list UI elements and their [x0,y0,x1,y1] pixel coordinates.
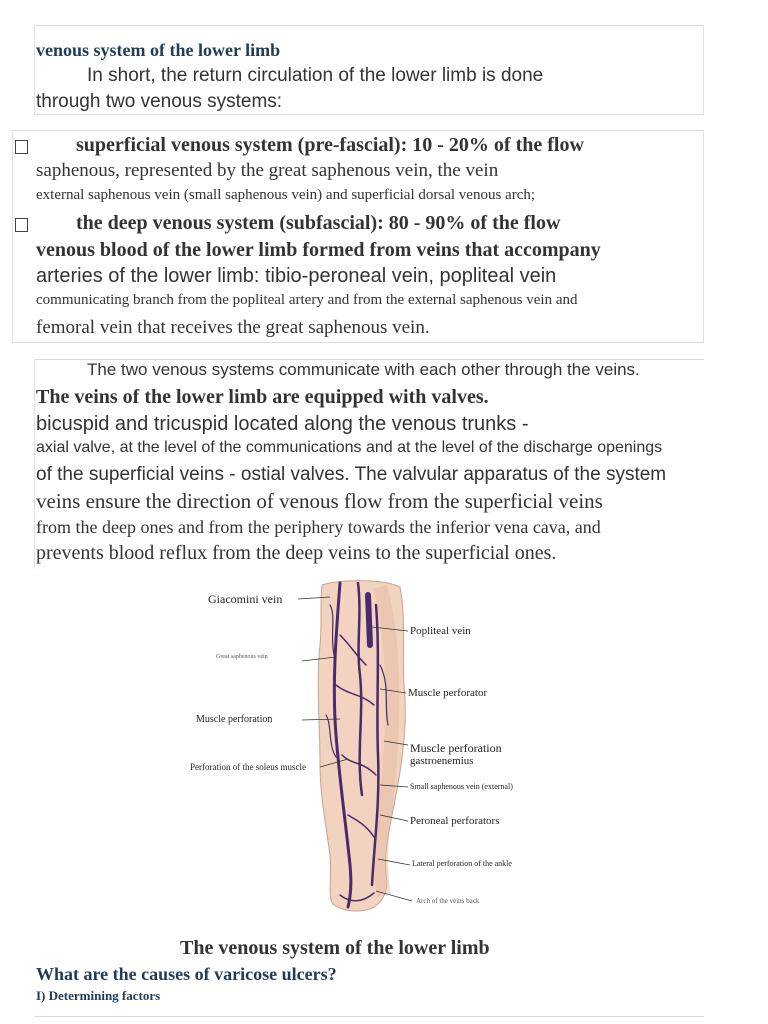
paragraph-line: communicating branch from the popliteal artery and from the external saphenous vein and [36,292,578,308]
divider [34,114,704,115]
label-gastrocnemius-perforation: Muscle perforation [410,741,502,755]
paragraph-line: veins ensure the direction of venous flow from the superficial veins [36,489,603,513]
label-small-saphenous-vein: Small saphenous vein (external) [410,782,513,791]
question-heading: What are the causes of varicose ulcers? [36,964,337,984]
paragraph-line: arteries of the lower limb: tibio-peroneal vein, popliteal vein [36,265,557,287]
paragraph-line: external saphenous vein (small saphenous vein) and superficial dorsal venous arch; [36,187,536,203]
paragraph-line-bold: The veins of the lower limb are equipped with valves. [36,386,489,408]
divider [12,130,13,342]
popliteal-vein [368,595,370,645]
divider [34,1016,704,1017]
subheading: I) Determining factors [36,988,161,1003]
venous-system-figure [180,575,540,925]
paragraph-line: from the deep ones and from the periphery towards the inferior vena cava, and [36,517,601,537]
divider [12,342,704,343]
divider [703,130,704,342]
paragraph-line: prevents blood reflux from the deep veins to the superficial ones. [36,542,557,564]
section-heading: venous system of the lower limb [36,40,281,60]
paragraph-line: saphenous, represented by the great saphenous vein, the vein [36,160,499,181]
paragraph-line: bicuspid and tricuspid located along the venous trunks - [36,413,529,435]
label-popliteal-vein: Popliteal vein [410,625,471,637]
label-peroneal-perforators: Peroneal perforators [410,815,500,827]
label-giacomini-vein: Giacomini vein [208,592,283,606]
divider [703,25,704,115]
label-muscle-perforation: Muscle perforation [196,714,273,725]
bullet-box-icon [15,218,28,232]
bullet-box-icon [15,140,28,154]
paragraph-line: The two venous systems communicate with each other through the veins. [87,360,640,379]
figure-caption: The venous system of the lower limb [180,937,490,959]
divider [34,25,35,115]
bullet-line-bold: venous blood of the lower limb formed from veins that accompany [36,239,601,261]
divider [34,25,704,26]
bullet-line-bold: superficial venous system (pre-fascial): 10 - 20% of the flow [76,134,584,156]
label-gastrocnemius: gastroenemius [410,755,474,767]
paragraph-line: through two venous systems: [36,91,283,112]
paragraph-line: of the superficial veins - ostial valves. The valvular apparatus of the system [36,464,667,485]
paragraph-line: femoral vein that receives the great saphenous vein. [36,317,430,338]
label-soleus-perforation: Perforation of the soleus muscle [190,762,306,772]
bullet-line-bold: the deep venous system (subfascial): 80 - 90% of the flow [76,212,561,234]
label-great-saphenous-vein: Great saphenous vein [216,654,268,660]
label-muscle-perforator: Muscle perforator [408,687,488,699]
paragraph-line: axial valve, at the level of the communications and at the level of the discharge openings [36,439,663,456]
divider [34,359,35,569]
label-arch-of-veins: Arch of the veins back [416,897,480,905]
paragraph-line: In short, the return circulation of the lower limb is done [87,65,544,86]
label-lateral-ankle-perforation: Lateral perforation of the ankle [412,859,512,868]
divider [12,130,704,131]
